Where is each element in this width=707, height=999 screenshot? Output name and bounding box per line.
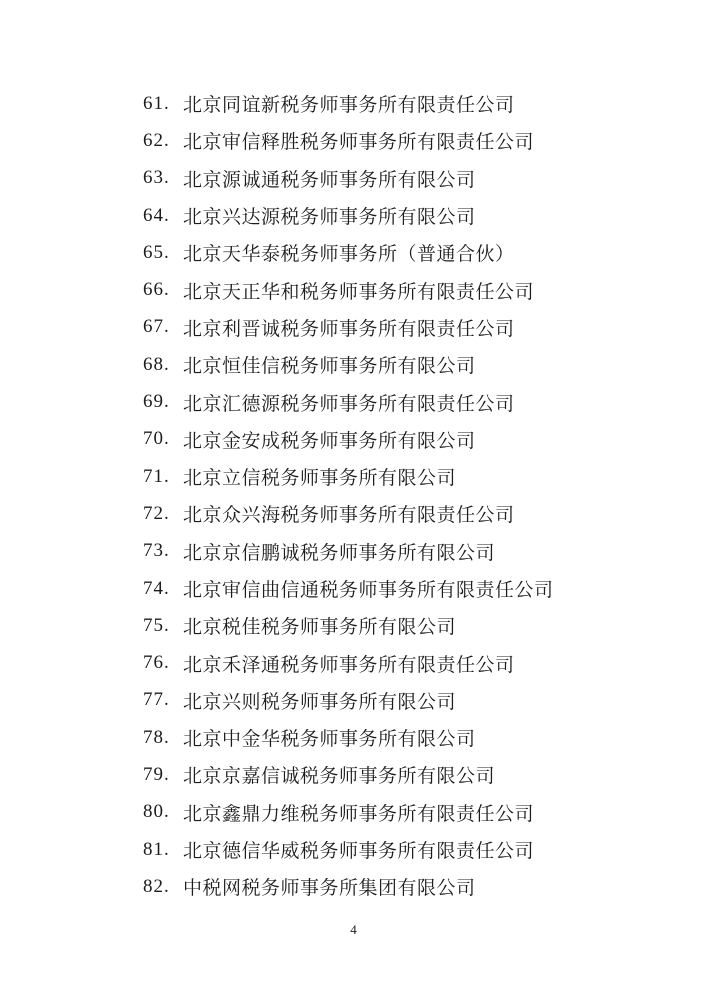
list-item xyxy=(143,421,667,458)
list-item xyxy=(143,346,667,383)
item-name: 北京众兴海税务师事务所有限责任公司 xyxy=(183,505,515,527)
list-item xyxy=(143,644,667,681)
list-item xyxy=(143,160,667,197)
firm-list xyxy=(143,85,667,906)
item-name: 北京利晋诚税务师事务所有限责任公司 xyxy=(183,318,515,340)
item-name: 北京税佳税务师事务所有限公司 xyxy=(183,617,457,639)
list-item xyxy=(143,607,667,644)
item-number: 79. xyxy=(143,763,170,785)
item-number: 74. xyxy=(143,577,170,599)
item-name: 北京汇德源税务师事务所有限责任公司 xyxy=(183,393,515,415)
item-name: 中税网税务师事务所集团有限公司 xyxy=(183,878,476,900)
item-number: 63. xyxy=(143,167,170,189)
item-number: 80. xyxy=(143,801,170,823)
item-name: 北京天华泰税务师事务所（普通合伙） xyxy=(183,244,515,266)
item-number: 72. xyxy=(143,502,170,524)
item-number: 62. xyxy=(143,129,170,151)
item-name: 北京审信曲信通税务师事务所有限责任公司 xyxy=(183,580,554,601)
item-name: 北京禾泽通税务师事务所有限责任公司 xyxy=(183,654,515,676)
list-item xyxy=(143,234,667,271)
item-number: 77. xyxy=(143,689,170,711)
page-number: 4 xyxy=(350,922,357,937)
list-item xyxy=(143,495,667,532)
item-name: 北京审信释胜税务师事务所有限责任公司 xyxy=(183,132,535,154)
list-item xyxy=(143,682,667,719)
item-name: 北京京信鹏诚税务师事务所有限公司 xyxy=(183,542,496,564)
list-item xyxy=(143,719,667,756)
list-item xyxy=(143,570,667,607)
list-item xyxy=(143,868,667,905)
list-item xyxy=(143,383,667,420)
list-item xyxy=(143,309,667,346)
item-number: 73. xyxy=(143,540,170,562)
list-item xyxy=(143,85,667,122)
item-name: 北京金安成税务师事务所有限公司 xyxy=(183,430,476,452)
list-item xyxy=(143,831,667,868)
item-number: 76. xyxy=(143,652,170,674)
item-number: 81. xyxy=(143,838,170,860)
list-item xyxy=(143,271,667,308)
list-item xyxy=(143,197,667,234)
item-name: 北京德信华威税务师事务所有限责任公司 xyxy=(183,841,535,863)
page-footer xyxy=(0,921,707,939)
item-number: 75. xyxy=(143,614,170,636)
item-name: 北京鑫鼎力维税务师事务所有限责任公司 xyxy=(183,803,535,825)
item-name: 北京兴则税务师事务所有限公司 xyxy=(183,691,457,713)
item-name: 北京中金华税务师事务所有限公司 xyxy=(183,729,476,751)
item-name: 北京源诚通税务师事务所有限公司 xyxy=(183,169,476,191)
item-number: 64. xyxy=(143,204,170,226)
item-number: 69. xyxy=(143,391,170,413)
item-name: 北京同谊新税务师事务所有限责任公司 xyxy=(183,95,515,117)
list-item xyxy=(143,533,667,570)
item-name: 北京天正华和税务师事务所有限责任公司 xyxy=(183,281,535,303)
list-item xyxy=(143,794,667,831)
item-number: 71. xyxy=(143,465,170,487)
list-item xyxy=(143,122,667,159)
item-name: 北京兴达源税务师事务所有限公司 xyxy=(183,207,476,229)
item-number: 67. xyxy=(143,316,170,338)
item-number: 61. xyxy=(143,92,170,114)
item-number: 70. xyxy=(143,428,170,450)
item-number: 65. xyxy=(143,241,170,263)
item-number: 78. xyxy=(143,726,170,748)
list-item xyxy=(143,756,667,793)
list-item xyxy=(143,458,667,495)
item-number: 66. xyxy=(143,279,170,301)
item-name: 北京恒佳信税务师事务所有限公司 xyxy=(183,356,476,378)
item-number: 82. xyxy=(143,875,170,897)
item-number: 68. xyxy=(143,353,170,375)
item-name: 北京立信税务师事务所有限公司 xyxy=(183,468,457,490)
item-name: 北京京嘉信诚税务师事务所有限公司 xyxy=(183,766,496,788)
